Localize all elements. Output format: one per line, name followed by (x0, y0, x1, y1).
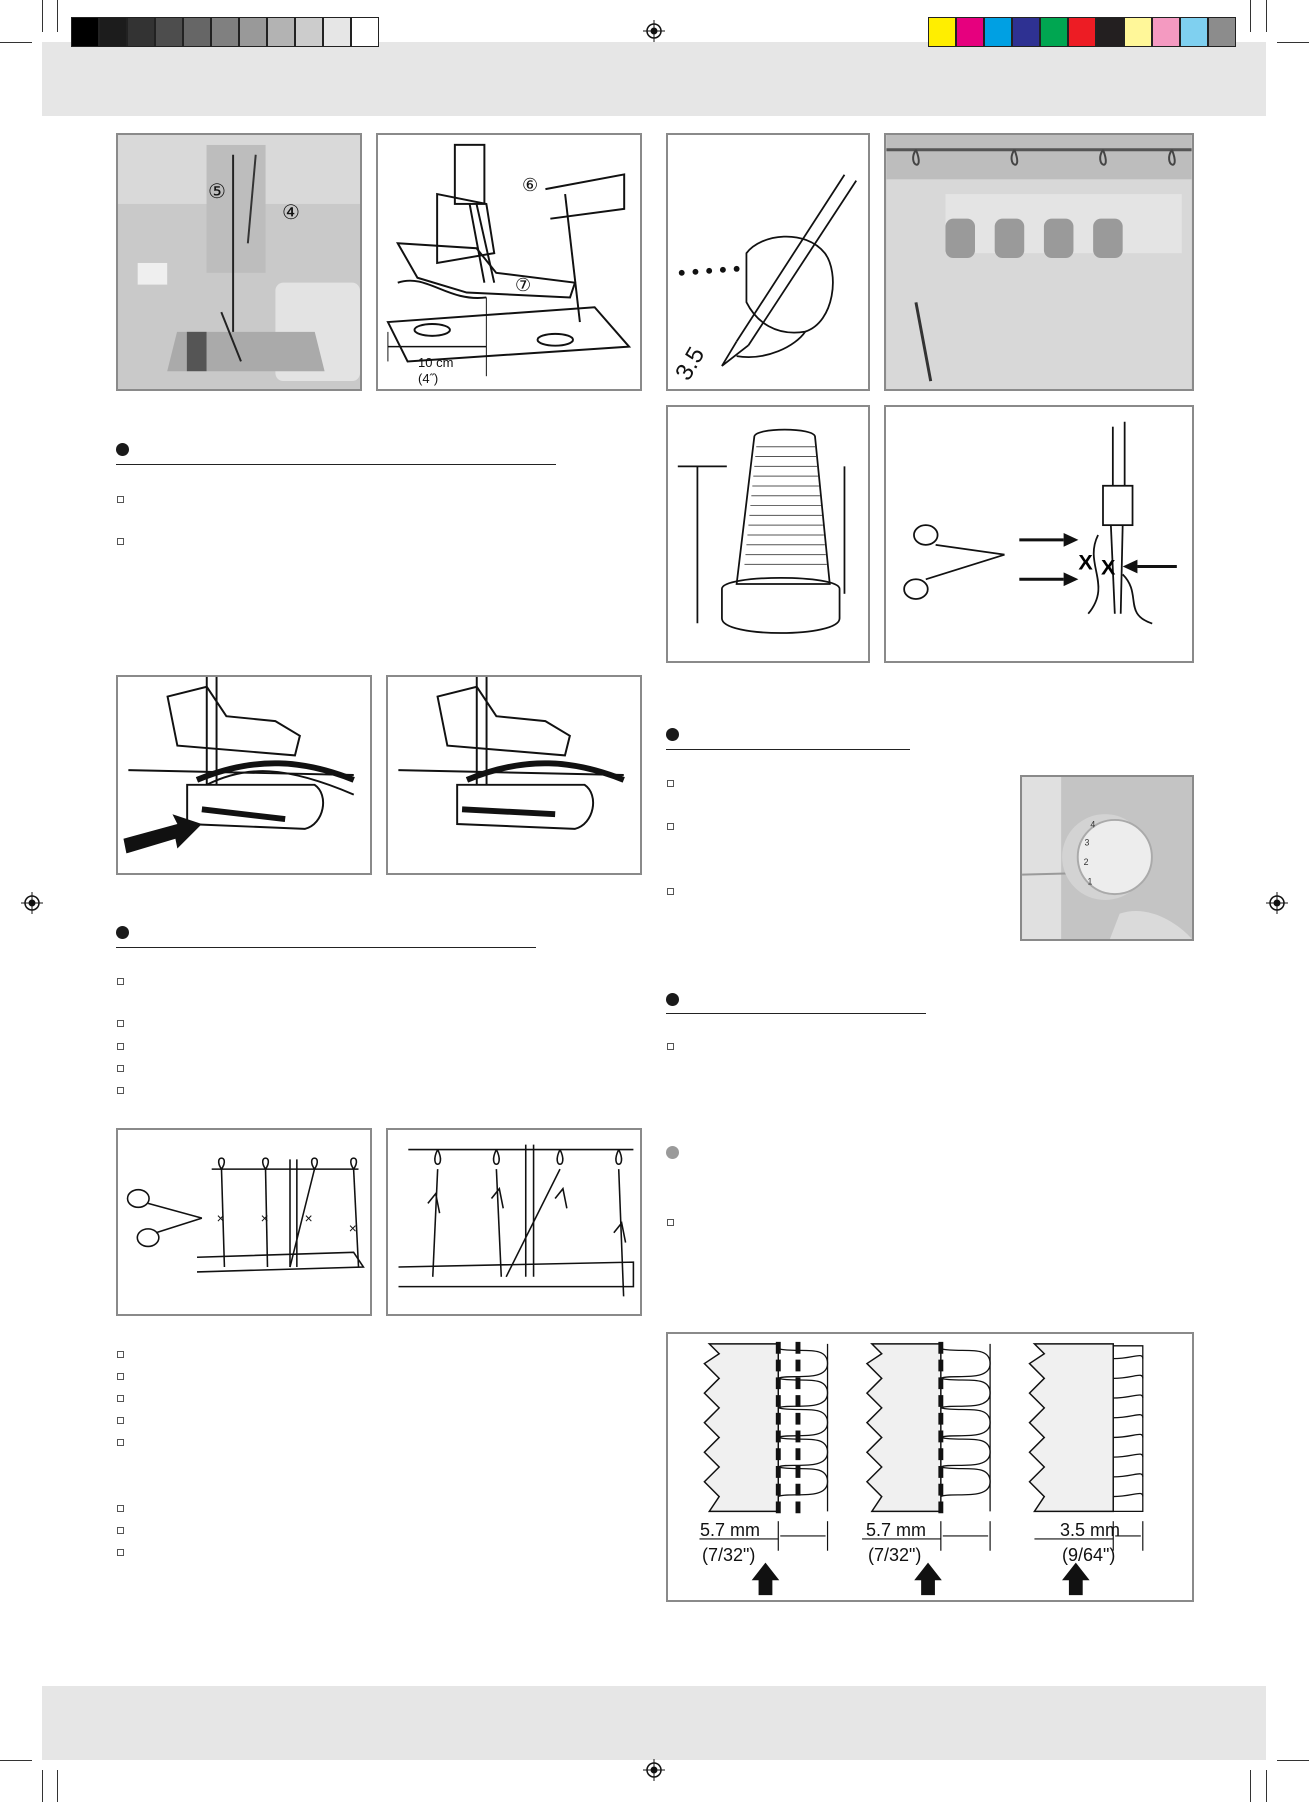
header-band (42, 42, 1266, 116)
list-bullet-icon (117, 1087, 124, 1094)
callout-5: ⑤ (208, 181, 226, 203)
gray-swatch (71, 17, 99, 47)
section-bullet-icon (666, 993, 679, 1006)
section-bullet-icon (116, 443, 129, 456)
color-swatch (1068, 17, 1096, 47)
tie-threads-stand-diagram (386, 1128, 642, 1316)
note-bullet-icon (666, 1146, 679, 1159)
color-swatch (1180, 17, 1208, 47)
list-bullet-icon (667, 888, 674, 895)
color-swatch (1040, 17, 1068, 47)
svg-text:×: × (348, 1220, 357, 1236)
footer-band (42, 1686, 1266, 1760)
cut-needle-threads-diagram (884, 405, 1194, 663)
list-bullet-icon (117, 538, 124, 545)
dial-number: 1 (1087, 876, 1093, 887)
list-bullet-icon (667, 1219, 674, 1226)
dial-number: 3 (1084, 837, 1090, 848)
dial-number: 4 (1090, 819, 1096, 830)
stitch-width-metric-2: 5.7 mm (866, 1520, 927, 1540)
crop-mark (1250, 1770, 1251, 1802)
svg-text:×: × (260, 1210, 269, 1226)
list-bullet-icon (117, 1395, 124, 1402)
section-rule (116, 947, 536, 948)
svg-text:X: X (1078, 549, 1093, 575)
section-bullet-icon (666, 728, 679, 741)
list-bullet-icon (117, 1505, 124, 1512)
registration-mark-icon (21, 892, 43, 914)
cut-threads-stand-diagram (116, 1128, 372, 1316)
section-rule (666, 1013, 926, 1014)
dial-number: 2 (1083, 856, 1089, 867)
crop-mark (1266, 0, 1267, 32)
crop-mark (1250, 0, 1251, 32)
registration-mark-icon (1266, 892, 1288, 914)
list-bullet-icon (117, 1043, 124, 1050)
svg-text:X: X (1101, 554, 1116, 580)
looper-diagram-left (116, 675, 372, 875)
dimension-imperial: (4˝) (418, 371, 439, 386)
color-swatch (1208, 17, 1236, 47)
registration-mark-icon (643, 20, 665, 42)
list-bullet-icon (667, 823, 674, 830)
looper-diagram-right (386, 675, 642, 875)
gray-swatch (211, 17, 239, 47)
color-swatch (1096, 17, 1124, 47)
section-rule (116, 464, 556, 465)
list-bullet-icon (117, 1373, 124, 1380)
section-rule (666, 749, 910, 750)
gray-swatch (155, 17, 183, 47)
svg-text:×: × (216, 1210, 225, 1226)
color-swatch (928, 17, 956, 47)
list-bullet-icon (117, 1351, 124, 1358)
section-bullet-icon (116, 926, 129, 939)
list-bullet-icon (117, 978, 124, 985)
stitch-width-imperial-1: (7/32") (702, 1545, 756, 1565)
stitch-width-diagram (666, 1332, 1194, 1602)
stitch-width-metric-1: 5.7 mm (700, 1520, 761, 1540)
gray-swatch (267, 17, 295, 47)
stitch-width-metric-3: 3.5 mm (1060, 1520, 1121, 1540)
threading-photo (116, 133, 362, 391)
gray-swatch (351, 17, 379, 47)
crop-mark (0, 42, 32, 43)
color-swatch (1152, 17, 1180, 47)
crop-mark (1277, 42, 1309, 43)
stitch-width-dial-photo (1020, 775, 1194, 941)
thread-cone-diagram (666, 405, 870, 663)
callout-4: ④ (282, 202, 300, 224)
pencil-label: 3.5 (670, 342, 711, 385)
callout-7: ⑦ (515, 275, 532, 295)
thread-tension-photo (884, 133, 1194, 391)
list-bullet-icon (667, 780, 674, 787)
crop-mark (57, 0, 58, 32)
registration-mark-icon (643, 1759, 665, 1781)
crop-mark (1277, 1760, 1309, 1761)
list-bullet-icon (667, 1043, 674, 1050)
crop-mark (42, 0, 43, 32)
needle-foot-diagram (376, 133, 642, 391)
list-bullet-icon (117, 1020, 124, 1027)
gray-swatch (99, 17, 127, 47)
color-swatch (984, 17, 1012, 47)
list-bullet-icon (117, 1065, 124, 1072)
list-bullet-icon (117, 1527, 124, 1534)
list-bullet-icon (117, 1417, 124, 1424)
list-bullet-icon (117, 1439, 124, 1446)
dimension-metric: 10 cm (418, 355, 454, 370)
list-bullet-icon (117, 1549, 124, 1556)
stitch-width-imperial-2: (7/32") (868, 1545, 922, 1565)
color-swatch (1124, 17, 1152, 47)
gray-swatch (323, 17, 351, 47)
crop-mark (1266, 1770, 1267, 1802)
gray-swatch (239, 17, 267, 47)
gray-swatch (183, 17, 211, 47)
gray-swatch (127, 17, 155, 47)
pencil-marking-diagram (666, 133, 870, 391)
crop-mark (57, 1770, 58, 1802)
callout-6: ⑥ (522, 175, 539, 195)
gray-swatch (295, 17, 323, 47)
color-swatch (1012, 17, 1040, 47)
crop-mark (0, 1760, 32, 1761)
list-bullet-icon (117, 496, 124, 503)
stitch-width-imperial-3: (9/64") (1062, 1545, 1116, 1565)
svg-text:×: × (304, 1210, 313, 1226)
crop-mark (42, 1770, 43, 1802)
color-swatch (956, 17, 984, 47)
